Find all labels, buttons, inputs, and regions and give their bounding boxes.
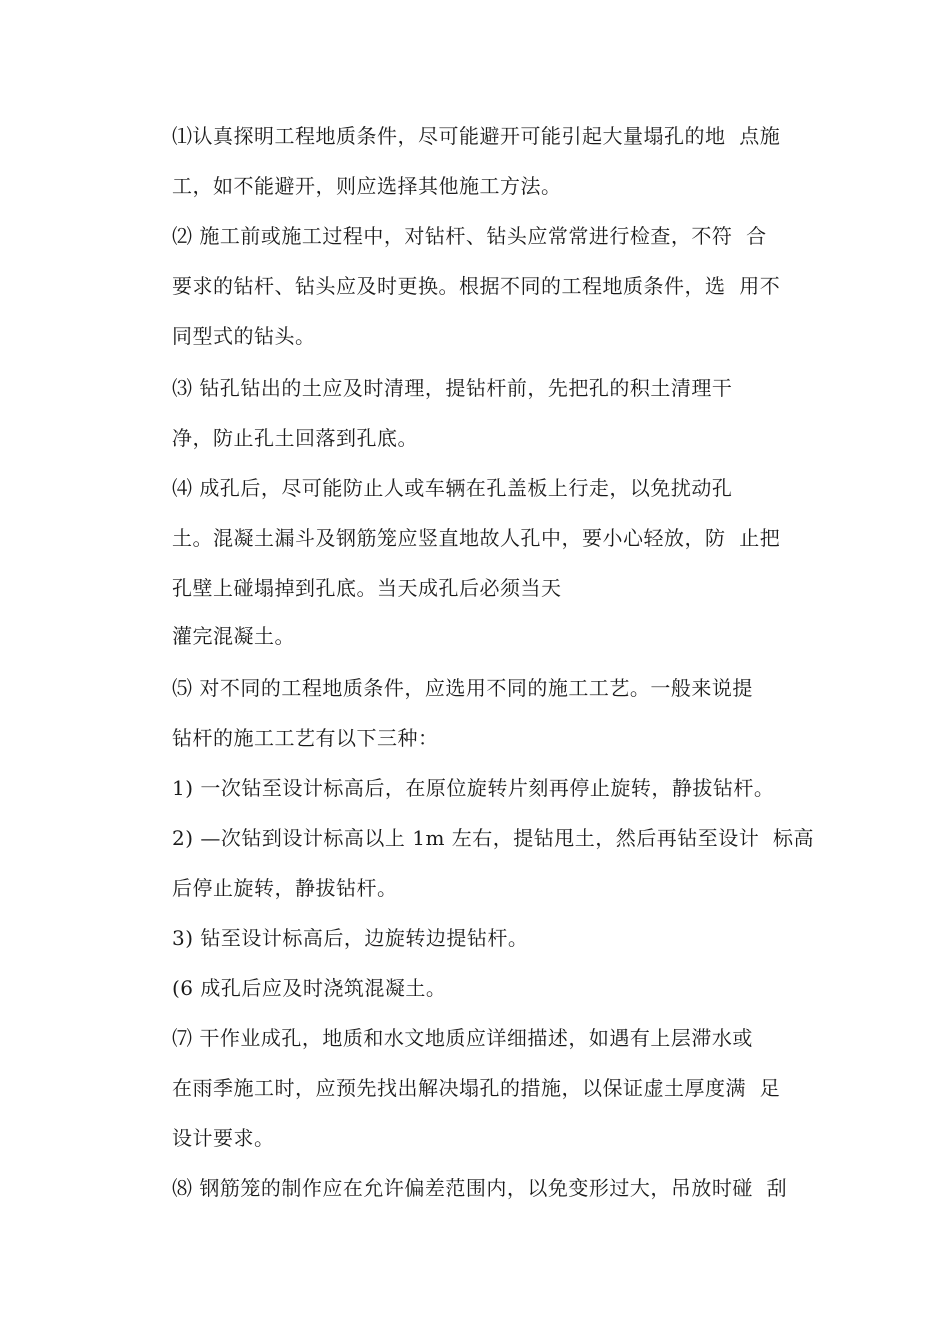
- text-line-1: ⑴认真探明工程地质条件，尽可能避开可能引起大量塌孔的地 点施: [172, 124, 781, 148]
- text-line-21: 设计要求。: [172, 1126, 275, 1150]
- text-line-12: ⑸ 对不同的工程地质条件，应选用不同的施工工艺。一般来说提: [172, 676, 753, 700]
- text-line-10: 孔壁上碰塌掉到孔底。当天成孔后必须当天: [172, 576, 562, 600]
- text-line-20: 在雨季施工时，应预先找出解决塌孔的措施，以保证虚土厚度满 足: [172, 1076, 781, 1100]
- text-line-22: ⑻ 钢筋笼的制作应在允许偏差范围内，以免变形过大，吊放时碰 刮: [172, 1176, 788, 1200]
- text-line-8: ⑷ 成孔后，尽可能防止人或车辆在孔盖板上行走，以免扰动孔: [172, 476, 733, 500]
- text-line-16: 后停止旋转，静拔钻杆。: [172, 876, 398, 900]
- text-line-3: ⑵ 施工前或施工过程中，对钻杆、钻头应常常进行检查，不符 合: [172, 224, 767, 248]
- text-line-9: 土。混凝土漏斗及钢筋笼应竖直地故人孔中，要小心轻放，防 止把: [172, 526, 781, 550]
- text-line-17: 3) 钻至设计标高后，边旋转边提钻杆。: [172, 926, 529, 950]
- text-line-5: 同型式的钻头。: [172, 324, 316, 348]
- text-line-19: ⑺ 干作业成孔，地质和水文地质应详细描述，如遇有上层滞水或: [172, 1026, 753, 1050]
- text-line-13: 钻杆的施工工艺有以下三种：: [172, 726, 439, 750]
- text-line-11: 灌完混凝土。: [172, 624, 295, 648]
- text-line-15: 2) —次钻到设计标高以上 1m 左右，提钻甩土，然后再钻至设计 标高: [172, 826, 815, 850]
- text-line-14: 1) 一次钻至设计标高后，在原位旋转片刻再停止旋转，静拔钻杆。: [172, 776, 775, 800]
- text-line-6: ⑶ 钻孔钻出的土应及时清理，提钻杆前，先把孔的积土清理干: [172, 376, 733, 400]
- text-line-18: (6 成孔后应及时浇筑混凝土。: [172, 976, 447, 1000]
- text-line-7: 净，防止孔土回落到孔底。: [172, 426, 418, 450]
- text-line-2: 工，如不能避开，则应选择其他施工方法。: [172, 174, 562, 198]
- text-line-4: 要求的钻杆、钻头应及时更换。根据不同的工程地质条件，选 用不: [172, 274, 781, 298]
